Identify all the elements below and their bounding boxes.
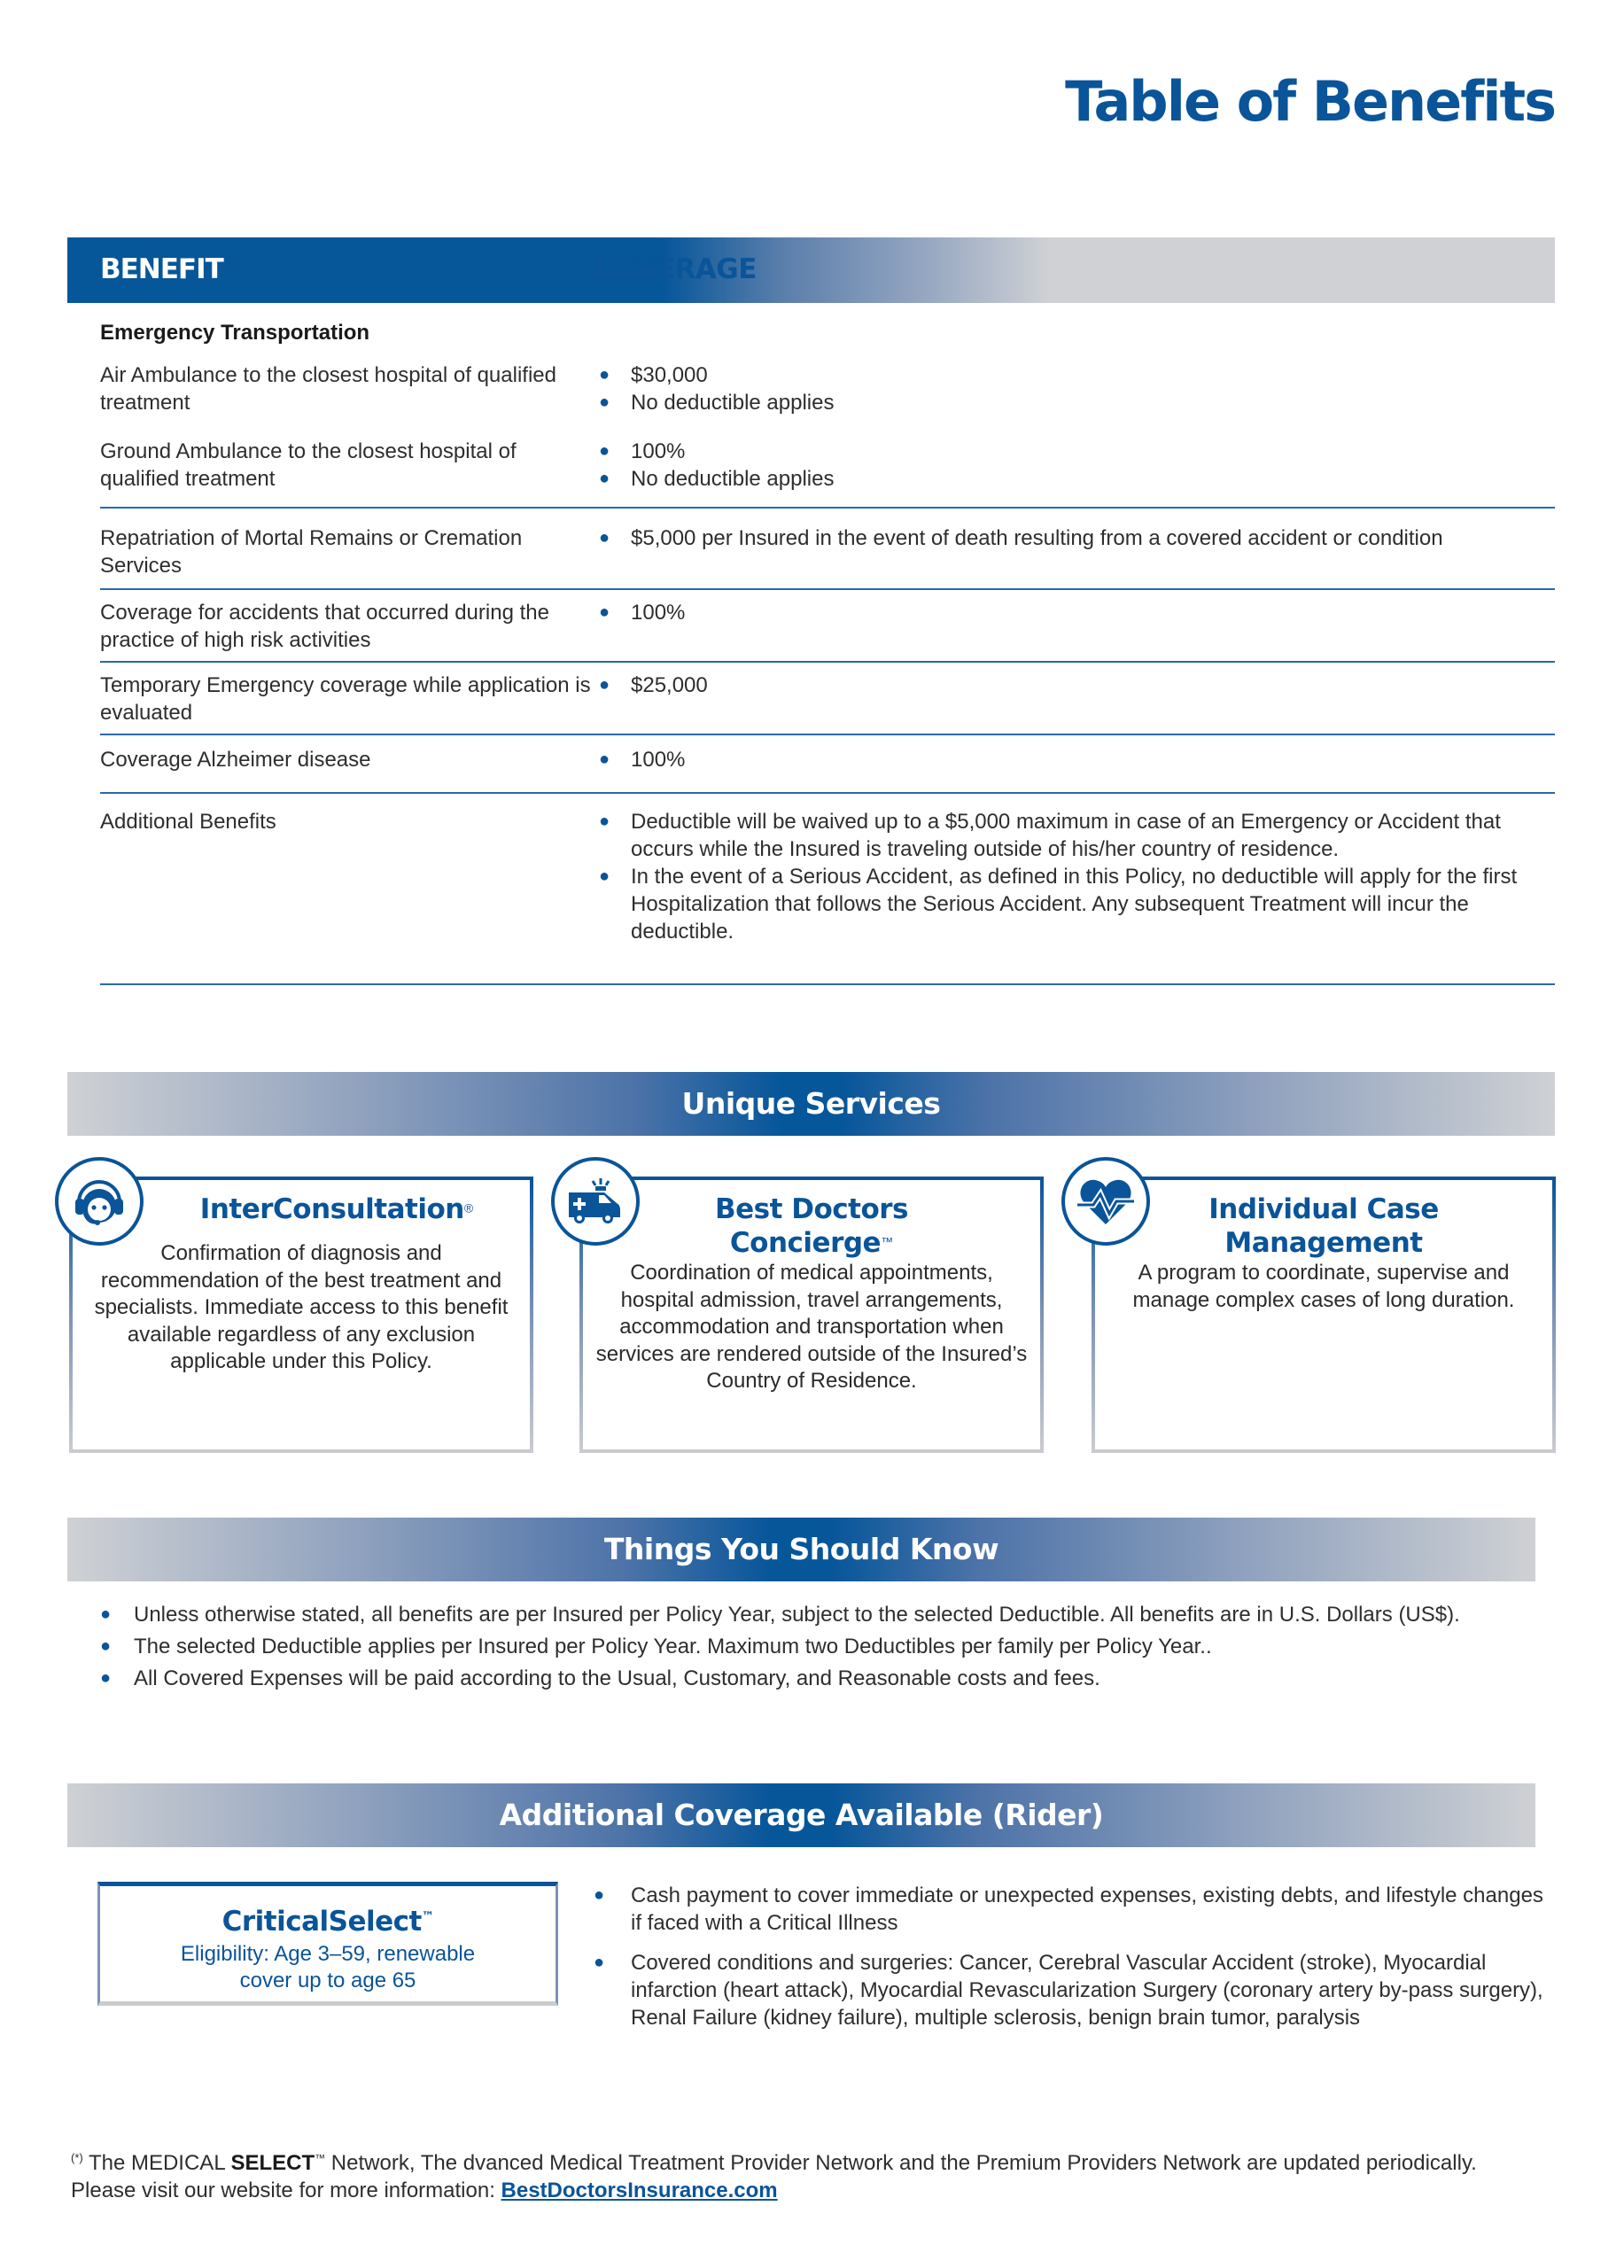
card-title-line1: Individual Case	[1208, 1193, 1439, 1225]
unique-services-banner: Unique Services	[67, 1072, 1555, 1136]
coverage-cell: ● Deductible will be waived up to a $5,000 maximum in case of an Emergency or Accident that occurs while the Insured is traveling outside of his/her country of residence. ● In the event of a Serious Accident, as defined in this Policy, no deductible will apply for the first Hospitalization that follows the Serious Accident. Any subsequent Treatment will incur the deductible.	[599, 810, 1518, 944]
critical-select-box: CriticalSelect™ Eligibility: Age 3–59, renewable cover up to age 65	[97, 1882, 558, 2006]
list-item: ● The selected Deductible applies per Insured per Policy Year. Maximum two Deductibles per family per Policy Year..	[100, 1635, 1212, 1658]
list-item: ● Covered conditions and surgeries: Cancer, Cerebral Vascular Accident (stroke), Myocardial infarction (heart attack), Myocardial Revascularization Surgery (coronary artery by-pass surgery), Renal Failure (kidney failure), multiple sclerosis, benign brain tumor, paralysis	[594, 1951, 1543, 2030]
eligibility-line2: cover up to age 65	[239, 1969, 416, 1992]
benefit-column-header: BENEFIT	[100, 253, 223, 285]
rider-benefits-list	[594, 1882, 1559, 2044]
bullet-icon: ●	[599, 441, 610, 461]
coverage-cell: ● 100%	[599, 748, 686, 772]
bullet-icon: ●	[599, 392, 610, 412]
table-row	[100, 509, 1555, 590]
card-body: Coordination of medical appointments, hospital admission, travel arrangements, accommodation and transportation when services are rendered outside of the Insured’s Country of Residence.	[595, 1261, 1028, 1393]
bullet-icon: ●	[599, 750, 610, 769]
things-to-know-banner: Things You Should Know	[67, 1518, 1535, 1581]
website-link[interactable]: BestDoctorsInsurance.com	[501, 2179, 778, 2202]
bullet-icon: ●	[100, 1636, 112, 1656]
section-title-emergency-transportation: Emergency Transportation	[100, 321, 370, 345]
table-row	[100, 735, 1555, 794]
coverage-cell: ● 100%	[599, 601, 686, 625]
benefits-table	[100, 303, 1555, 985]
benefit-label: Ground Ambulance to the closest hospital of qualified treatment	[100, 439, 517, 491]
bullet-icon: ●	[599, 365, 610, 384]
heart-pulse-icon	[1061, 1157, 1150, 1246]
list-item: ● Cash payment to cover immediate or unexpected expenses, existing debts, and lifestyle changes if faced with a Critical Illness	[594, 1884, 1543, 1935]
card-body: A program to coordinate, supervise and manage complex cases of long duration.	[1132, 1261, 1515, 1312]
service-card-interconsultation: InterConsultation® Confirmation of diagnosis and recommendation of the best treatment and specialists. Immediate access to this benefit available regardless of any exclusion applicable under this Policy.	[69, 1177, 533, 1453]
bullet-icon: ●	[599, 812, 610, 831]
headset-agent-icon	[55, 1157, 144, 1246]
table-row	[100, 590, 1555, 663]
service-card-concierge: Best Doctors Concierge™ Coordination of medical appointments, hospital admission, travel arrangements, accommodation and transportation when services are rendered outside of the Insured’s Country of Residence.	[579, 1177, 1044, 1453]
card-title-line2: Concierge	[729, 1227, 882, 1259]
table-row	[100, 438, 1555, 509]
card-title: InterConsultation	[199, 1193, 464, 1225]
bullet-icon: ●	[100, 1668, 112, 1688]
bullet-icon: ●	[599, 602, 610, 622]
benefit-label: Repatriation of Mortal Remains or Cremation Services	[100, 526, 523, 578]
footnote: (*) The MEDICAL SELECT™ Network, The dvanced Medical Treatment Provider Network and the Premium Providers Network are updated periodically. Please visit our website for more information: BestDoctorsInsurance.com	[71, 2151, 1477, 2202]
table-row	[100, 663, 1555, 735]
card-title-line2: Management	[1224, 1227, 1423, 1259]
table-row	[100, 361, 1555, 415]
benefit-label: Additional Benefits	[100, 810, 276, 834]
bullet-icon: ●	[100, 1604, 112, 1624]
service-card-case-management	[1092, 1177, 1556, 1453]
coverage-cell: ● $5,000 per Insured in the event of death resulting from a covered accident or condition	[599, 526, 1443, 550]
coverage-cell: ● 100% ● No deductible applies	[599, 439, 835, 491]
card-body: Confirmation of diagnosis and recommendation of the best treatment and specialists. Immediate access to this benefit available regardless of any exclusion applicable under this Policy.	[94, 1241, 509, 1373]
benefit-label: Coverage for accidents that occurred during the practice of high risk activities	[100, 601, 549, 652]
bullet-icon: ●	[599, 675, 610, 695]
eligibility-line1: Eligibility: Age 3–59, renewable	[180, 1942, 476, 1966]
benefit-label: Air Ambulance to the closest hospital of qualified treatment	[100, 363, 556, 415]
bullet-icon: ●	[599, 528, 610, 548]
bullet-icon: ●	[599, 469, 610, 488]
benefit-label: Coverage Alzheimer disease	[100, 748, 371, 772]
rider-banner: Additional Coverage Available (Rider)	[67, 1783, 1535, 1847]
list-item: ● All Covered Expenses will be paid according to the Usual, Customary, and Reasonable costs and fees.	[100, 1666, 1100, 1690]
coverage-column-header: COVERAGE	[594, 253, 757, 285]
bullet-icon: ●	[599, 866, 610, 886]
coverage-cell: ● $25,000	[599, 673, 708, 697]
critical-select-title: CriticalSelect	[221, 1906, 422, 1938]
page-title: Table of Benefits	[1065, 69, 1555, 134]
bullet-icon: ●	[594, 1885, 605, 1905]
list-item: ● Unless otherwise stated, all benefits are per Insured per Policy Year, subject to the selected Deductible. All benefits are in U.S. Dollars (US$).	[100, 1603, 1460, 1627]
benefit-label: Temporary Emergency coverage while application is evaluated	[100, 673, 591, 725]
ambulance-icon	[551, 1157, 640, 1246]
card-title-line1: Best Doctors	[715, 1193, 908, 1225]
coverage-cell: ● $30,000 ● No deductible applies	[599, 363, 835, 415]
table-header-bar	[67, 237, 1555, 303]
table-row	[100, 794, 1555, 985]
things-to-know-list	[100, 1601, 1535, 1697]
bullet-icon: ●	[594, 1953, 605, 1972]
